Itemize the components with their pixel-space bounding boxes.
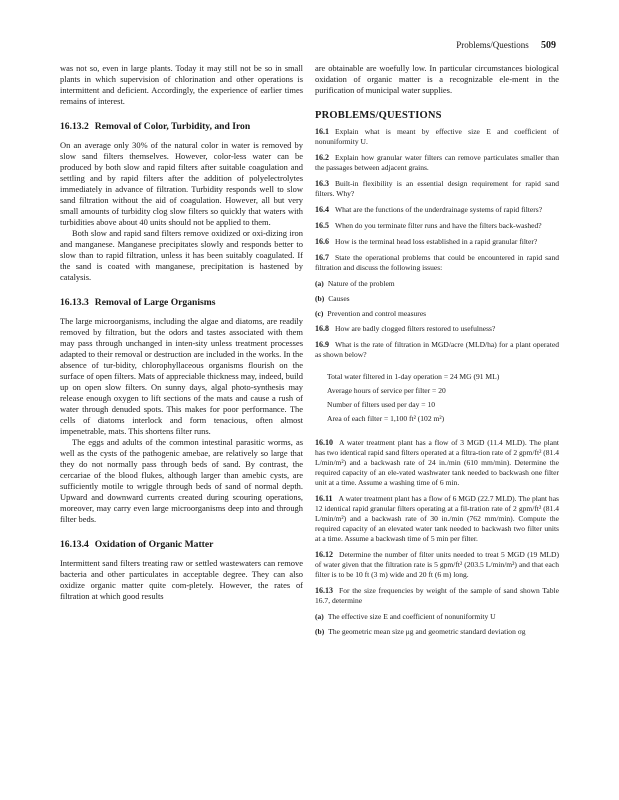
problem-16-3	[315, 179, 559, 199]
problem-text: State the operational problems that could be encountered in rapid sand filtration and discuss the following issues:	[315, 253, 559, 272]
section-number: 16.13.4	[60, 539, 89, 550]
problem-16-8	[315, 324, 559, 334]
section-number: 16.13.2	[60, 121, 89, 132]
problem-text: Built-in flexibility is an essential design requirement for rapid sand filters. Why?	[315, 179, 559, 198]
subitem-label: (c)	[315, 309, 324, 318]
problem-text: A water treatment plant has a flow of 3 MGD (11.4 MLD). The plant has two identical rapid sand filters operated at a filtra-tion rate of 2 gpm/ft² (81.4 L/min/m²) and a backwash rate of 24 in./min (610 mm/min). Determine the required capacity of an ele-vated washwater tank needed to backwash one filter unit at a time. Assume a washing time of 6 min.	[315, 438, 559, 487]
paragraph: On an average only 30% of the natural color in water is removed by slow sand filters themselves. However, color-less water can be produced by both slow and rapid filters after suitable coagulation and settling and by rapid filters after the addition of polyelectrolytes immediately in advance of filtration. Turbidity responds well to slow sand filtration without the aid of coagulation. However, all but very small amounts of turbidity clog slow filters so quickly that waters with turbidities above about 40 units should not be applied to them.	[60, 140, 303, 227]
paragraph: Intermittent sand filters treating raw or settled wastewaters can remove bacteria and other particulates in acceptable degree. They can also oxidize organic matter quite com-pletely. However, the rates of filtration at which good results	[60, 558, 303, 601]
problem-number: 16.8	[315, 324, 329, 333]
problem-text: When do you terminate filter runs and have the filters back-washed?	[335, 221, 542, 230]
subitem-text: Nature of the problem	[327, 279, 395, 288]
problem-text: Explain how granular water filters can remove particulates smaller than the passages between adjacent grains.	[315, 153, 559, 172]
subitem-label: (a)	[315, 279, 324, 288]
data-row: Number of filters used per day = 10	[327, 400, 435, 409]
paragraph: The eggs and adults of the common intestinal parasitic worms, as well as the cysts of the pathogenic amebae, are relatively so large that they do not normally pass through beds of sand. By contrast, the cercariae of the blood flukes, although larger than amebic cysts, are sufficiently motile to wriggle through beds of sand of normal depth. Upward and downward currents created during scouring operations, moreover, may carry even large microorganisms deep into and through filter beds.	[60, 437, 303, 524]
subitem-a	[315, 612, 559, 622]
problem-16-7	[315, 253, 559, 273]
subitem-label: (a)	[315, 612, 324, 621]
problem-text: How is the terminal head loss established in a rapid granular filter?	[335, 237, 538, 246]
problem-16-2	[315, 153, 559, 173]
problem-text: For the size frequencies by weight of the sample of sand shown Table 16.7, determine	[315, 586, 559, 605]
section-title: Removal of Color, Turbidity, and Iron	[94, 121, 251, 132]
paragraph: are obtainable are woefully low. In particular circumstances biological oxidation of organic matter is a recognizable ele-ment in the purification of municipal water supplies.	[315, 63, 559, 95]
problem-number: 16.9	[315, 340, 329, 349]
page-number: 509	[541, 40, 556, 51]
running-header	[456, 40, 556, 51]
section-heading	[60, 121, 303, 133]
problem-16-9	[315, 340, 559, 360]
problem-number: 16.12	[315, 550, 333, 559]
section-heading	[60, 297, 303, 309]
right-column	[315, 63, 559, 642]
problem-text: Explain what is meant by effective size E and coefficient of nonuniformity U.	[315, 127, 559, 146]
subitem-label: (b)	[315, 294, 325, 303]
problem-16-10	[315, 438, 559, 488]
paragraph: Both slow and rapid sand filters remove oxidized or oxi-dizing iron and manganese. Manganese precipitates slowly and responds better to slow than to rapid filtration, unless it has been suitably coagulated. If the sand is coated with manganese, precipitation is hastened by catalysis.	[60, 228, 303, 282]
left-column	[60, 63, 303, 602]
problem-number: 16.7	[315, 253, 329, 262]
section-title: Oxidation of Organic Matter	[94, 539, 214, 550]
problem-number: 16.11	[315, 494, 333, 503]
problem-number: 16.13	[315, 586, 333, 595]
problem-text: What is the rate of filtration in MGD/acre (MLD/ha) for a plant operated as shown below?	[315, 340, 559, 359]
section-title: Removal of Large Organisms	[94, 297, 216, 308]
problem-text: What are the functions of the underdrainage systems of rapid filters?	[335, 205, 543, 214]
subitem-text: Causes	[328, 294, 350, 303]
subitem-b	[315, 627, 559, 637]
subitem-b	[315, 294, 559, 304]
problem-16-1	[315, 127, 559, 147]
problem-text: How are badly clogged filters restored to usefulness?	[335, 324, 496, 333]
data-row: Average hours of service per filter = 20	[327, 386, 446, 395]
problem-text: Determine the number of filter units needed to treat 5 MGD (19 MLD) of water given that the filtration rate is 5 gpm/ft² (203.5 L/min/m²) and that each filter is to be 10 ft (3 m) wide and 20 ft (6 m) long.	[315, 550, 559, 579]
subitem-a	[315, 279, 559, 289]
problem-16-11	[315, 494, 559, 544]
problem-16-12	[315, 550, 559, 580]
subitem-text: The geometric mean size μg and geometric standard deviation σg	[328, 627, 526, 636]
problem-number: 16.1	[315, 127, 329, 136]
problem-16-6	[315, 237, 559, 247]
operating-data	[327, 372, 559, 424]
problem-number: 16.6	[315, 237, 329, 246]
problem-text: A water treatment plant has a flow of 6 MGD (22.7 MLD). The plant has 12 identical rapid granular filters operating at a fil-tration rate of 2 gpm/ft² (81.4 L/min/m²) and a backwash rate of 30 in./min (762 mm/min). Compute the required capacity of an elevated water tank needed to backwash two filter units at a time. Assume a backwash time of 5 min per filter.	[315, 494, 559, 543]
subitem-text: Prevention and control measures	[327, 309, 427, 318]
problem-number: 16.10	[315, 438, 333, 447]
problem-number: 16.2	[315, 153, 329, 162]
problem-16-4	[315, 205, 559, 215]
problem-16-13	[315, 586, 559, 606]
section-number: 16.13.3	[60, 297, 89, 308]
problems-heading: PROBLEMS/QUESTIONS	[315, 110, 442, 121]
problem-16-5	[315, 221, 559, 231]
problem-number: 16.3	[315, 179, 329, 188]
problem-number: 16.4	[315, 205, 329, 214]
data-row: Total water filtered in 1-day operation = 24 MG (91 ML)	[327, 372, 500, 381]
subitem-label: (b)	[315, 627, 325, 636]
subitem-c	[315, 309, 559, 319]
subitem-text: The effective size E and coefficient of nonuniformity U	[327, 612, 496, 621]
paragraph: The large microorganisms, including the algae and diatoms, are readily removed by filtration, but the odors and tastes associated with them may pass through unchanged in inten-sity unless treatment processes adapted to their removal or destruction are included in the works. In the absence of tur-bidity, chlorophyllaceous organisms flourish on the surface of open filters. Mats of appreciable thickness may, indeed, build up on open slow filters. On sunny days, algal photo-synthesis may release enough oxygen to lift sections of the mats and cause a rush of water through denuded spots. This makes for poor performance. The cells of diatoms interlock and form tenacious, often almost impenetrable, mats. This shortens filter runs.	[60, 316, 303, 436]
data-row: Area of each filter = 1,100 ft² (102 m²)	[327, 414, 445, 423]
section-heading	[60, 539, 303, 551]
running-header-section: Problems/Questions	[456, 40, 529, 50]
problem-number: 16.5	[315, 221, 329, 230]
paragraph: was not so, even in large plants. Today it may still not be so in small plants in which supervision of chlorination and other operations is intermittent and deficient. Accordingly, the experience of earlier times remains of interest.	[60, 63, 303, 106]
